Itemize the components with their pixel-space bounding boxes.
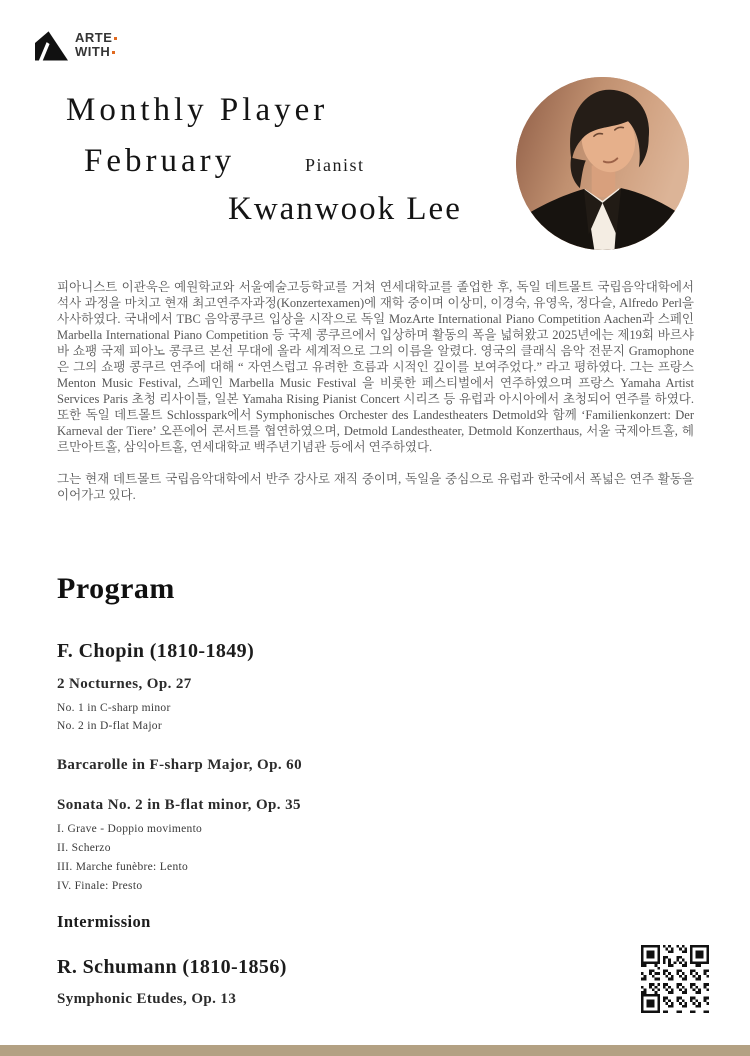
pianist-portrait-photo [516, 77, 689, 250]
movement-sonata-2: II. Scherzo [57, 842, 111, 854]
program-heading: Program [57, 572, 175, 605]
movement-sonata-3: III. Marche funèbre: Lento [57, 861, 189, 873]
logo-line1: ARTE [75, 30, 113, 45]
intermission-label: Intermission [57, 912, 151, 931]
logo-text [75, 31, 117, 59]
artist-role-label: Pianist [305, 155, 365, 175]
artist-name: Kwanwook Lee [228, 191, 462, 227]
page-title-line2: February [84, 143, 236, 179]
logo-accent-dot-2 [112, 51, 115, 54]
footer-accent-bar [0, 1045, 750, 1056]
movement-sonata-1: I. Grave - Doppio movimento [57, 823, 203, 835]
artist-biography [57, 279, 694, 519]
composer-schumann: R. Schumann (1810-1856) [57, 956, 287, 978]
bio-paragraph-2: 그는 현재 데트몰트 국립음악대학에서 반주 강사로 재직 중이며, 독일을 중심으로 유럽과 한국에서 폭넓은 연주 활동을 이어가고 있다. [57, 472, 694, 502]
logo-accent-dot-1 [114, 37, 117, 40]
arte-with-logo [35, 29, 117, 61]
qr-code [641, 945, 709, 1013]
work-barcarolle: Barcarolle in F-sharp Major, Op. 60 [57, 757, 302, 773]
work-sonata-2: Sonata No. 2 in B-flat minor, Op. 35 [57, 797, 301, 813]
movement-nocturne-2: No. 2 in D-flat Major [57, 720, 162, 732]
movement-nocturne-1: No. 1 in C-sharp minor [57, 702, 171, 714]
movement-sonata-4: IV. Finale: Presto [57, 880, 143, 892]
bio-paragraph-1: 피아니스트 이관욱은 예원학교와 서울예술고등학교를 거쳐 연세대학교를 졸업한 후, 독일 데트몰트 국립음악대학에서 석사 과정을 마치고 현재 최고연주자과정(Konzertexamen)에 재학 중이며 이상미, 이경숙, 유영욱, 정다슬, Alfredo Perl을 사사하였다. 국내에서 TBC 음악콩쿠르 입상을 시작으로 독일 MozArte International Piano Competition Aachen과 스페인 Marbella International Piano Competition 등 국제 콩쿠르에서 입상하며 활동의 폭을 넓혀왔고 2025년에는 제19회 바르샤바 쇼팽 국제 피아노 콩쿠르 본선 무대에 올라 세계적으로 그의 이름을 알렸다. 영국의 클래식 음악 전문지 Gramophone은 그의 쇼팽 콩쿠르 연주에 대해 “ 자연스럽고 유려한 흐름과 시적인 깊이를 보여주었다.” 라고 평하였다. 그는 프랑스 Menton Music Festival, 스페인 Marbella Music Festival 을 비롯한 페스티벌에서 연주하였으며 프랑스 Yamaha Artist Services Paris 초청 리사이틀, 일본 Yamaha Rising Pianist Concert 시리즈 등 유럽과 아시아에서 초청되어 연주를 하였다. 또한 독일 데트몰트 Schlosspark에서 Symphonisches Orchester des Landestheaters Detmold와 함께 ‘Familienkonzert: Der Karneval der Tiere’ 오픈에어 콘서트를 협연하였으며, Detmold Landestheater, Detmold Konzerthaus, 서울 국제아트홀, 헤르만아트홀, 삼익아트홀, 연세대학교 백주년기념관 등에서 연주하였다. [57, 280, 694, 454]
work-symphonic-etudes: Symphonic Etudes, Op. 13 [57, 991, 237, 1007]
composer-chopin: F. Chopin (1810-1849) [57, 640, 255, 662]
work-nocturnes: 2 Nocturnes, Op. 27 [57, 676, 192, 692]
page-title-line1: Monthly Player [66, 92, 329, 128]
pianist-portrait-illustration [516, 77, 689, 250]
arte-with-logo-icon [35, 29, 68, 61]
logo-line2: WITH [75, 44, 111, 59]
